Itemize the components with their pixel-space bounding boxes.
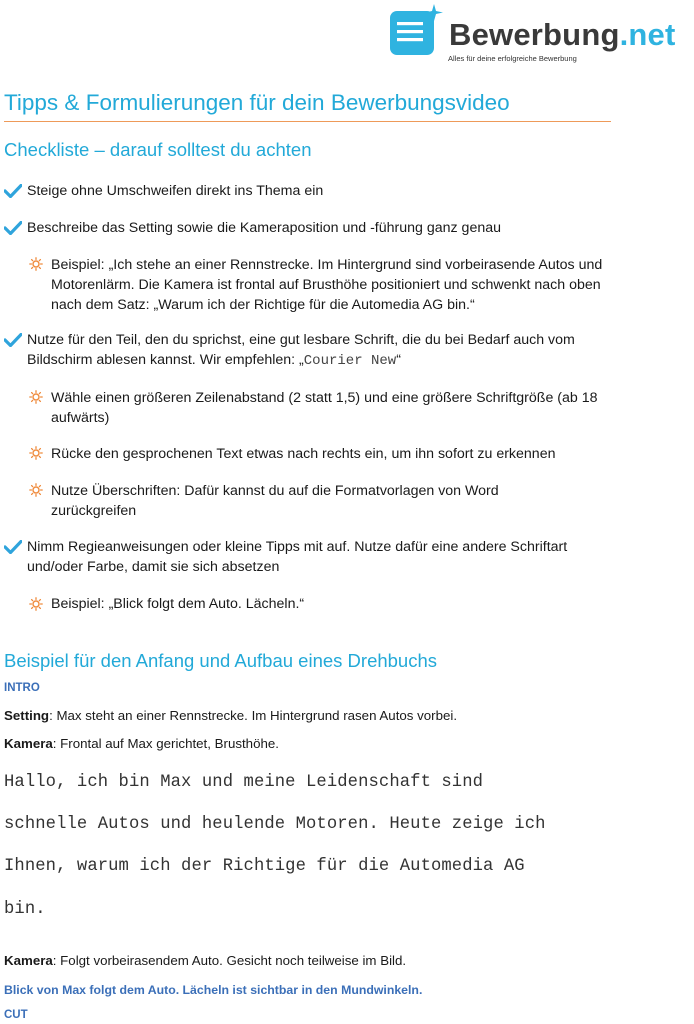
check-icon [4,333,22,347]
logo-wordmark: Bewerbung.net [449,17,676,52]
logo-tagline: Alles für deine erfolgreiche Bewerbung [448,54,577,63]
camera-line: Kamera: Folgt vorbeirasendem Auto. Gesicht noch teilweise im Bild. [4,953,407,968]
checklist-subitem: Beispiel: „Ich stehe an einer Rennstrecke. Im Hintergrund sind vorbeirasende Autos und Motorenlärm. Die Kamera ist frontal auf Brusthöhe positioniert und schwenkt nach oben nach dem Satz: „Warum ich der Richtige für die Automedia AG bin.“ [51,257,603,313]
document-sparkle-icon [389,3,445,57]
stage-direction: Blick von Max folgt dem Auto. Lächeln ist sichtbar in den Mundwinkeln. [4,983,423,997]
checklist-subitem: Wähle einen größeren Zeilenabstand (2 statt 1,5) und eine größere Schriftgröße (ab 18 aufwärts) [51,390,598,426]
spoken-text-line: bin. [4,900,46,919]
sun-bullet-icon [29,257,43,271]
spoken-text-line: Ihnen, warum ich der Richtige für die Automedia AG [4,857,525,876]
page-title: Tipps & Formulierungen für dein Bewerbungsvideo [4,90,510,115]
checklist-subitem: Rücke den gesprochenen Text etwas nach rechts ein, um ihn sofort zu erkennen [51,446,556,462]
checklist-item: Nimm Regieanweisungen oder kleine Tipps mit auf. Nutze dafür eine andere Schriftart und/oder Farbe, damit sie sich absetzen [27,539,568,575]
check-icon [4,221,22,235]
brand-logo [389,3,694,63]
checklist-heading: Checkliste – darauf solltest du achten [4,139,312,160]
spoken-text-line: schnelle Autos und heulende Motoren. Heute zeige ich [4,815,546,834]
sun-bullet-icon [29,390,43,404]
title-divider [4,121,611,122]
check-icon [4,540,22,554]
checklist-subitem: Nutze Überschriften: Dafür kannst du auf die Formatvorlagen von Word zurückgreifen [51,483,499,519]
setting-line: Setting: Max steht an einer Rennstrecke. Im Hintergrund rasen Autos vorbei. [4,708,458,723]
check-icon [4,184,22,198]
font-example: Courier New [303,353,397,369]
camera-line: Kamera: Frontal auf Max gerichtet, Brusthöhe. [4,736,279,751]
sun-bullet-icon [29,483,43,497]
intro-label: INTRO [4,682,40,694]
checklist-item: Beschreibe das Setting sowie die Kameraposition und -führung ganz genau [27,220,502,236]
checklist-item: Steige ohne Umschweifen direkt ins Thema ein [27,183,324,199]
sun-bullet-icon [29,446,43,460]
checklist-subitem: Beispiel: „Blick folgt dem Auto. Lächeln.“ [51,596,305,612]
example-heading: Beispiel für den Anfang und Aufbau eines Drehbuchs [4,650,438,671]
sun-bullet-icon [29,597,43,611]
spoken-text-line: Hallo, ich bin Max und meine Leidenschaft sind [4,773,484,792]
cut-label: CUT [4,1009,28,1021]
checklist-item: Nutze für den Teil, den du sprichst, eine gut lesbare Schrift, die du bei Bedarf auch vom Bildschirm ablesen kannst. Wir empfehlen: „Courier New“ [27,332,575,369]
